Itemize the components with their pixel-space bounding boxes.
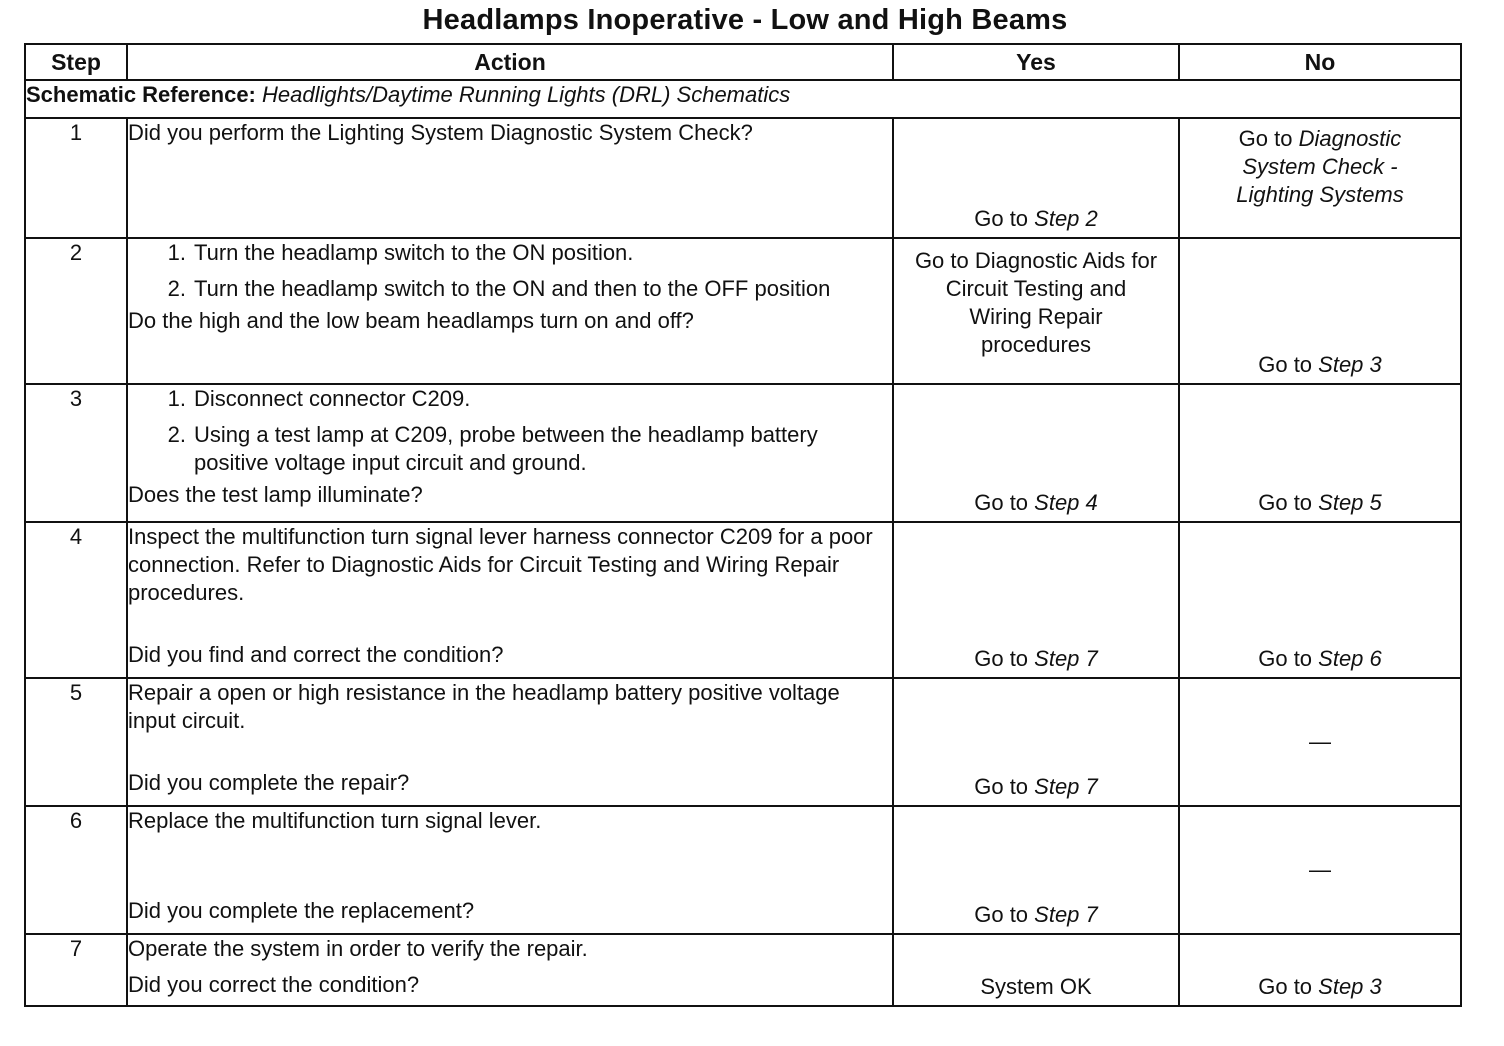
list-item: 2. Using a test lamp at C209, probe between the headlamp battery positive voltage input circuit and ground.	[167, 422, 818, 475]
step-number: 1	[25, 118, 127, 238]
no-cell	[1179, 934, 1461, 1006]
yes-prefix: Go to	[974, 490, 1035, 515]
action-list	[128, 385, 892, 477]
action-question: Did you complete the replacement?	[128, 898, 475, 923]
no-cell	[1179, 238, 1461, 384]
yes-link: Step 7	[1034, 902, 1098, 927]
action-cell	[127, 238, 893, 384]
step-number: 2	[25, 238, 127, 384]
no-link: Step 5	[1318, 490, 1382, 515]
yes-link: Step 2	[1034, 206, 1098, 231]
yes-prefix: Go to	[974, 774, 1035, 799]
action-question: Did you correct the condition?	[128, 972, 420, 997]
list-item: 1. Turn the headlamp switch to the ON position.	[167, 240, 634, 265]
table-row	[25, 238, 1461, 384]
action-cell	[127, 806, 893, 934]
yes-text: Go to Diagnostic Aids for Circuit Testing and Wiring Repair procedures	[914, 248, 1158, 357]
schematic-reference	[25, 80, 1461, 118]
no-cell	[1179, 118, 1461, 238]
yes-prefix: Go to	[974, 646, 1035, 671]
yes-link: Step 4	[1034, 490, 1098, 515]
yes-cell	[893, 522, 1179, 678]
yes-cell	[893, 118, 1179, 238]
action-cell	[127, 678, 893, 806]
step-number: 4	[25, 522, 127, 678]
action-text: Repair a open or high resistance in the headlamp battery positive voltage input circuit.	[128, 680, 840, 733]
yes-cell	[893, 238, 1179, 384]
yes-cell	[893, 384, 1179, 522]
no-cell	[1179, 678, 1461, 806]
no-prefix: Go to	[1258, 490, 1319, 515]
no-dash: —	[1309, 857, 1331, 882]
header-action: Action	[127, 44, 893, 80]
document-title: Headlamps Inoperative - Low and High Beams	[422, 4, 1068, 36]
action-text: Operate the system in order to verify the repair.	[128, 936, 588, 961]
no-link: Step 6	[1318, 646, 1382, 671]
action-list	[128, 239, 892, 303]
action-question: Did you find and correct the condition?	[128, 642, 504, 667]
no-prefix: Go to	[1258, 352, 1319, 377]
table-row	[25, 678, 1461, 806]
yes-cell	[893, 678, 1179, 806]
table-row	[25, 384, 1461, 522]
action-text: Inspect the multifunction turn signal lever harness connector C209 for a poor connection. Refer to Diagnostic Aids for Circuit Testing and Wiring Repair procedures.	[128, 524, 873, 605]
action-cell	[127, 118, 893, 238]
schematic-value: Headlights/Daytime Running Lights (DRL) Schematics	[262, 82, 791, 107]
yes-link: Step 7	[1034, 774, 1098, 799]
action-text: Replace the multifunction turn signal lever.	[128, 808, 542, 833]
header-row	[25, 44, 1461, 80]
header-yes: Yes	[893, 44, 1179, 80]
list-item: 1. Disconnect connector C209.	[167, 386, 471, 411]
no-cell	[1179, 522, 1461, 678]
action-cell	[127, 384, 893, 522]
action-cell	[127, 934, 893, 1006]
diagnostic-table	[24, 43, 1462, 1007]
yes-text: System OK	[980, 974, 1092, 999]
action-question: Did you complete the repair?	[128, 770, 410, 795]
yes-link: Step 7	[1034, 646, 1098, 671]
no-link: Diagnostic System Check - Lighting Systems	[1236, 126, 1404, 207]
action-cell	[127, 522, 893, 678]
no-cell	[1179, 384, 1461, 522]
no-link: Step 3	[1318, 974, 1382, 999]
no-prefix: Go to	[1258, 974, 1319, 999]
table-row	[25, 118, 1461, 238]
no-prefix: Go to	[1238, 126, 1299, 151]
no-prefix: Go to	[1258, 646, 1319, 671]
yes-prefix: Go to	[974, 902, 1035, 927]
table-row	[25, 934, 1461, 1006]
schematic-label: Schematic Reference:	[26, 82, 256, 107]
action-question: Does the test lamp illuminate?	[128, 482, 423, 507]
yes-cell	[893, 934, 1179, 1006]
no-cell	[1179, 806, 1461, 934]
step-number: 7	[25, 934, 127, 1006]
schematic-reference-row	[25, 80, 1461, 118]
step-number: 5	[25, 678, 127, 806]
table-row	[25, 806, 1461, 934]
action-text: Did you perform the Lighting System Diagnostic System Check?	[128, 120, 753, 145]
no-link: Step 3	[1318, 352, 1382, 377]
yes-cell	[893, 806, 1179, 934]
action-question: Do the high and the low beam headlamps turn on and off?	[128, 308, 694, 333]
header-no: No	[1179, 44, 1461, 80]
no-dash: —	[1309, 729, 1331, 754]
header-step: Step	[25, 44, 127, 80]
table-row	[25, 522, 1461, 678]
yes-prefix: Go to	[974, 206, 1035, 231]
step-number: 6	[25, 806, 127, 934]
list-item: 2. Turn the headlamp switch to the ON and then to the OFF position	[167, 276, 831, 301]
step-number: 3	[25, 384, 127, 522]
